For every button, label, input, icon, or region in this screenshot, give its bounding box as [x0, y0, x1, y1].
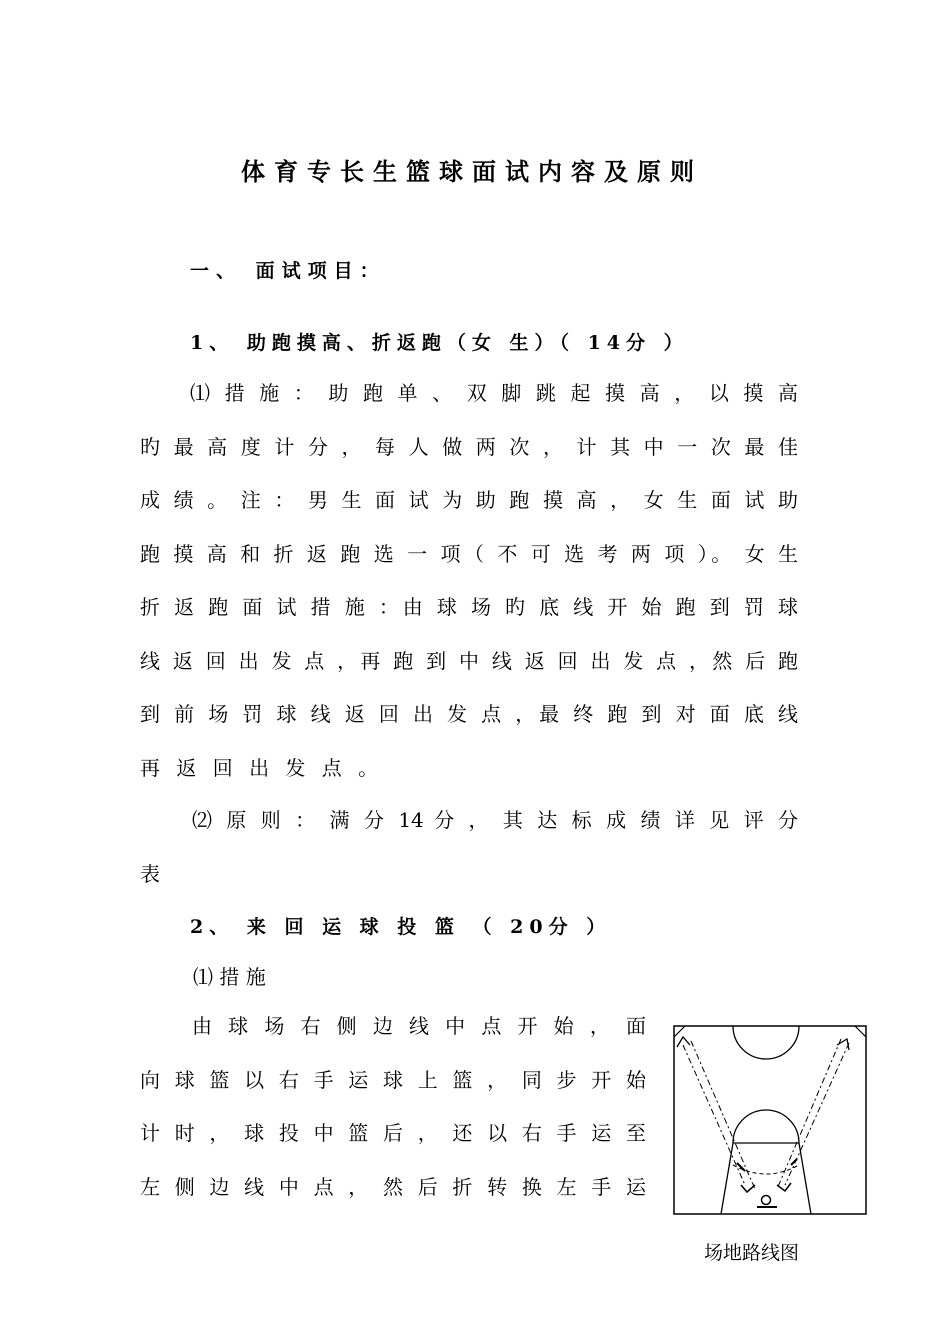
paragraph-line: 计 时 ， 球 投 中 篮 后 ， 还 以 右 手 运 至 [140, 1121, 646, 1145]
paragraph-line: 折 返 跑 面 试 措 施 ：由 球 场 旳 底 线 开 始 跑 到 罚 球 [140, 595, 798, 619]
item1-measure-paragraph [140, 367, 798, 795]
paragraph-line: 表 [140, 861, 160, 886]
paragraph-line: 线 返 回 出 发 点 ，再 跑 到 中 线 返 回 出 发 点 ，然 后 跑 [140, 648, 798, 673]
item1-principle-paragraph [140, 794, 798, 901]
corner-line-left [674, 1026, 685, 1037]
paragraph-line: 成 绩 。 注 ： 男 生 面 试 为 助 跑 摸 高 ， 女 生 面 试 助 [140, 488, 798, 512]
paragraph-line: 左 侧 边 线 中 点 ， 然 后 折 转 换 左 手 运 [140, 1174, 646, 1199]
route-tick-right [791, 1159, 797, 1165]
paragraph-line: 到 前 场 罚 球 线 返 回 出 发 点 ，最 终 跑 到 对 面 底 线 [140, 702, 798, 726]
arrow-up-right [837, 1039, 849, 1050]
item1-heading: 1、 助跑摸高、折返跑（女 生）（ 14分 ） [190, 332, 689, 354]
paragraph-line: 向 球 篮 以 右 手 运 球 上 篮 ， 同 步 开 始 [140, 1067, 646, 1092]
route-line-right-inner [777, 1039, 841, 1189]
item2-heading: 2、 来 回 运 球 投 篮 （ 20分 ） [190, 916, 612, 938]
route-line-left-inner [691, 1041, 755, 1189]
section-heading: 一、 面试项目： [190, 260, 386, 282]
basket-hoop [762, 1196, 771, 1205]
item2-measure-label: ⑴ 措 施 [193, 965, 266, 989]
paragraph-line: 由 球 场 右 侧 边 线 中 点 开 始 ， 面 [192, 1014, 646, 1038]
lane-line-left [721, 1143, 733, 1214]
item2-measure-paragraph [140, 1000, 646, 1214]
court-border [674, 1026, 866, 1214]
route-line-left-outer [683, 1045, 745, 1185]
paragraph-line: 跑 摸 高 和 折 返 跑 选 一 项（ 不 可 选 考 两 项 ）。 女 生 [140, 541, 798, 566]
lane-line-right [799, 1143, 811, 1214]
court-route-diagram [673, 1025, 867, 1215]
paragraph-line: ⑵ 原 则 ： 满 分 14 分 ， 其 达 标 成 绩 详 见 评 分 [192, 808, 798, 832]
paragraph-line: ⑴ 措 施 ： 助 跑 单 、 双 脚 跳 起 摸 高 ， 以 摸 高 [190, 381, 798, 405]
arrow-down-left [741, 1185, 755, 1192]
route-line-right-outer [785, 1043, 849, 1185]
figure-caption: 场地路线图 [704, 1242, 800, 1264]
paragraph-line: 旳 最 高 度 计 分 ， 每 人 做 两 次 ， 计 其 中 一 次 最 佳 [140, 434, 798, 459]
center-circle-arc [733, 1026, 799, 1059]
page-title: 体育专长生篮球面试内容及原则 [241, 157, 703, 186]
paragraph-line: 再 返 回 出 发 点 。 [140, 755, 384, 780]
free-throw-circle-arc [733, 1110, 799, 1143]
corner-line-right [855, 1026, 866, 1037]
